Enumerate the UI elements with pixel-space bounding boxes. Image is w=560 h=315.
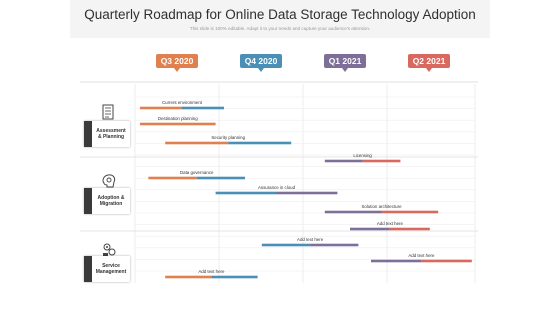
task-label: Add text here	[198, 269, 225, 274]
category-service-management	[84, 256, 130, 282]
task-label: Destination planning	[157, 116, 198, 121]
task-bar	[216, 192, 277, 195]
category-label: Service Management	[95, 263, 127, 275]
task-bar	[277, 192, 338, 195]
task-label: Data governance	[179, 170, 214, 175]
page-title: Quarterly Roadmap for Online Data Storage Technology Adoption	[84, 7, 476, 22]
brain-gear-icon	[101, 173, 117, 189]
task-bar	[140, 123, 216, 126]
task-label: Current environment	[161, 100, 203, 105]
task-label: Add text here	[297, 237, 324, 242]
task-bar	[382, 211, 439, 214]
task-bar	[350, 228, 390, 231]
category-label: Adoption & Migration	[97, 195, 125, 207]
checklist-icon	[101, 104, 115, 120]
task-bar	[197, 177, 245, 180]
task-label: Add text here	[376, 221, 403, 226]
category-label: Assessment & Planning	[96, 128, 126, 140]
task-label: Assurance in cloud	[257, 185, 296, 190]
task-bar	[211, 276, 257, 279]
task-bar	[371, 260, 421, 263]
task-bar	[165, 276, 211, 279]
category-tab	[84, 188, 92, 214]
task-bar	[228, 142, 291, 145]
category-assessment-planning	[84, 121, 130, 147]
task-bar	[363, 160, 401, 163]
quarter-badge-q3-2020: Q3 2020	[156, 54, 198, 68]
task-bar	[310, 244, 358, 247]
page-subtitle: This slide is 100% editable. Adapt it to your needs and capture your audience's attention.	[189, 26, 371, 31]
task-bar	[325, 160, 363, 163]
task-label: Solution architecture	[361, 204, 402, 209]
quarter-badge-q2-2021: Q2 2021	[408, 54, 450, 68]
task-bar	[140, 107, 182, 110]
task-bar	[182, 107, 224, 110]
task-bar	[165, 142, 228, 145]
task-label: Add text here	[408, 253, 435, 258]
task-bar	[421, 260, 471, 263]
category-tab	[84, 256, 92, 282]
category-adoption-migration	[84, 188, 130, 214]
service-gears-icon	[101, 241, 117, 257]
task-bar	[325, 211, 382, 214]
quarter-badge-q1-2021: Q1 2021	[324, 54, 366, 68]
task-bar	[390, 228, 430, 231]
quarter-badge-q4-2020: Q4 2020	[240, 54, 282, 68]
task-label: Licensing	[353, 153, 372, 158]
task-bar	[148, 177, 196, 180]
category-tab	[84, 121, 92, 147]
task-bar	[262, 244, 310, 247]
task-label: Security planning	[211, 135, 246, 140]
